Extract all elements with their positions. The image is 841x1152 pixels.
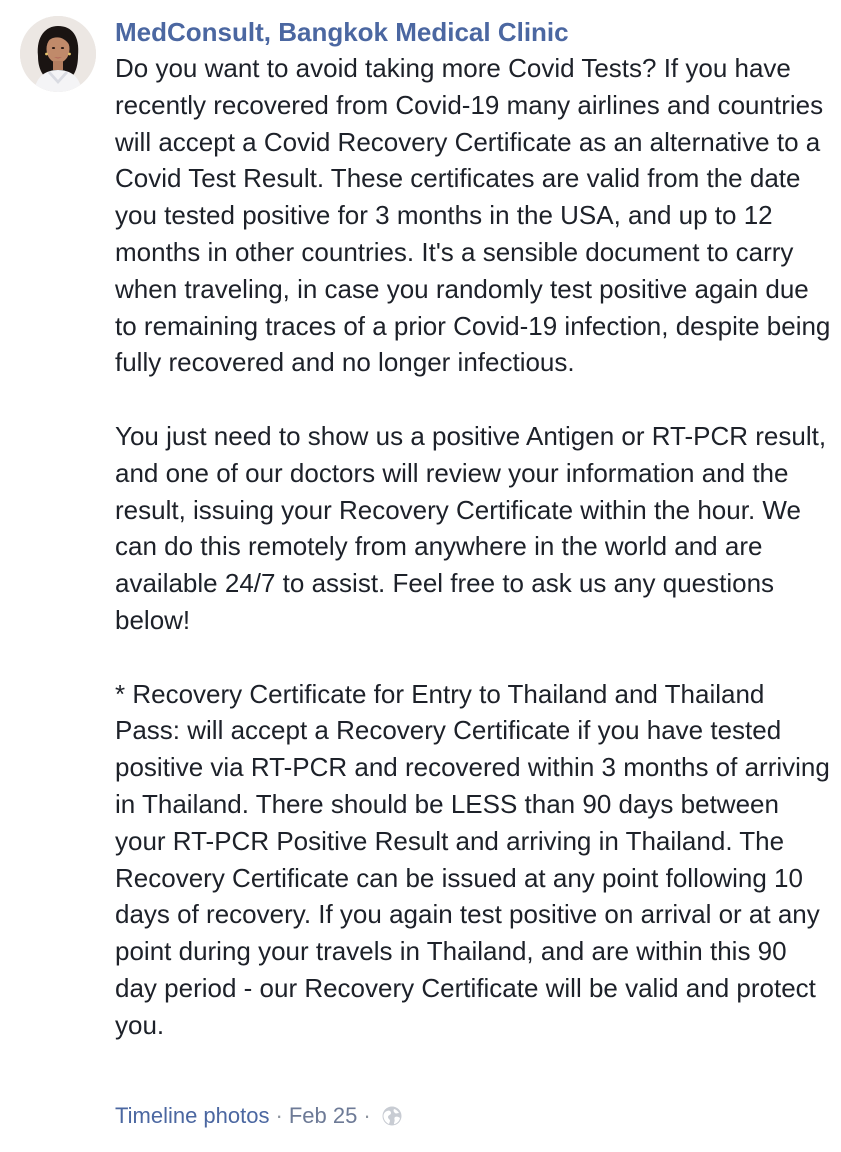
post-paragraph-2: You just need to show us a positive Antigen or RT-PCR result, and one of our doctors will review your information and the result, issuing your Recovery Certificate within the hour. We can do this remotely from anywhere in the world and are available 24/7 to assist. Feel free to ask us any questions below! bbox=[115, 420, 827, 635]
post-paragraph-1: Do you want to avoid taking more Covid Tests? If you have recently recovered from Covid-19 many airlines and countries will accept a Covid Recovery Certificate as an alternative to a Covid Test Result. These certificates are valid from the date you tested positive for 3 months in the USA, and up to 12 months in other countries. It's a sensible document to carry when traveling, in case you randomly test positive again due to remaining traces of a prior Covid-19 infection, despite being fully recovered and no longer infectious. bbox=[115, 53, 831, 378]
post-date[interactable]: Feb 25 bbox=[288, 1103, 358, 1128]
post-paragraph-3: * Recovery Certificate for Entry to Thailand and Thailand Pass: will accept a Recovery Certificate if you have tested positive via RT-PCR and recovered within 3 months of arriving in Thailand. There should be LESS than 90 days between your RT-PCR Positive Result and arriving in Thailand. The Recovery Certificate can be issued at any point following 10 days of recovery. If you again test positive on arrival or at any point during your travels in Thailand, and are within this 90 day period - our Recovery Certificate will be valid and protect you. bbox=[115, 678, 830, 1040]
profile-photo bbox=[20, 16, 96, 92]
meta-separator-1: · bbox=[275, 1103, 283, 1128]
avatar[interactable] bbox=[20, 16, 96, 92]
page-name-link[interactable]: MedConsult, Bangkok Medical Clinic bbox=[115, 17, 569, 47]
post-body bbox=[115, 50, 831, 1044]
post-meta bbox=[115, 1100, 403, 1132]
post-content bbox=[115, 14, 831, 1044]
meta-separator-2: · bbox=[363, 1103, 371, 1128]
album-link[interactable]: Timeline photos bbox=[115, 1103, 270, 1128]
globe-icon[interactable] bbox=[381, 1105, 403, 1127]
